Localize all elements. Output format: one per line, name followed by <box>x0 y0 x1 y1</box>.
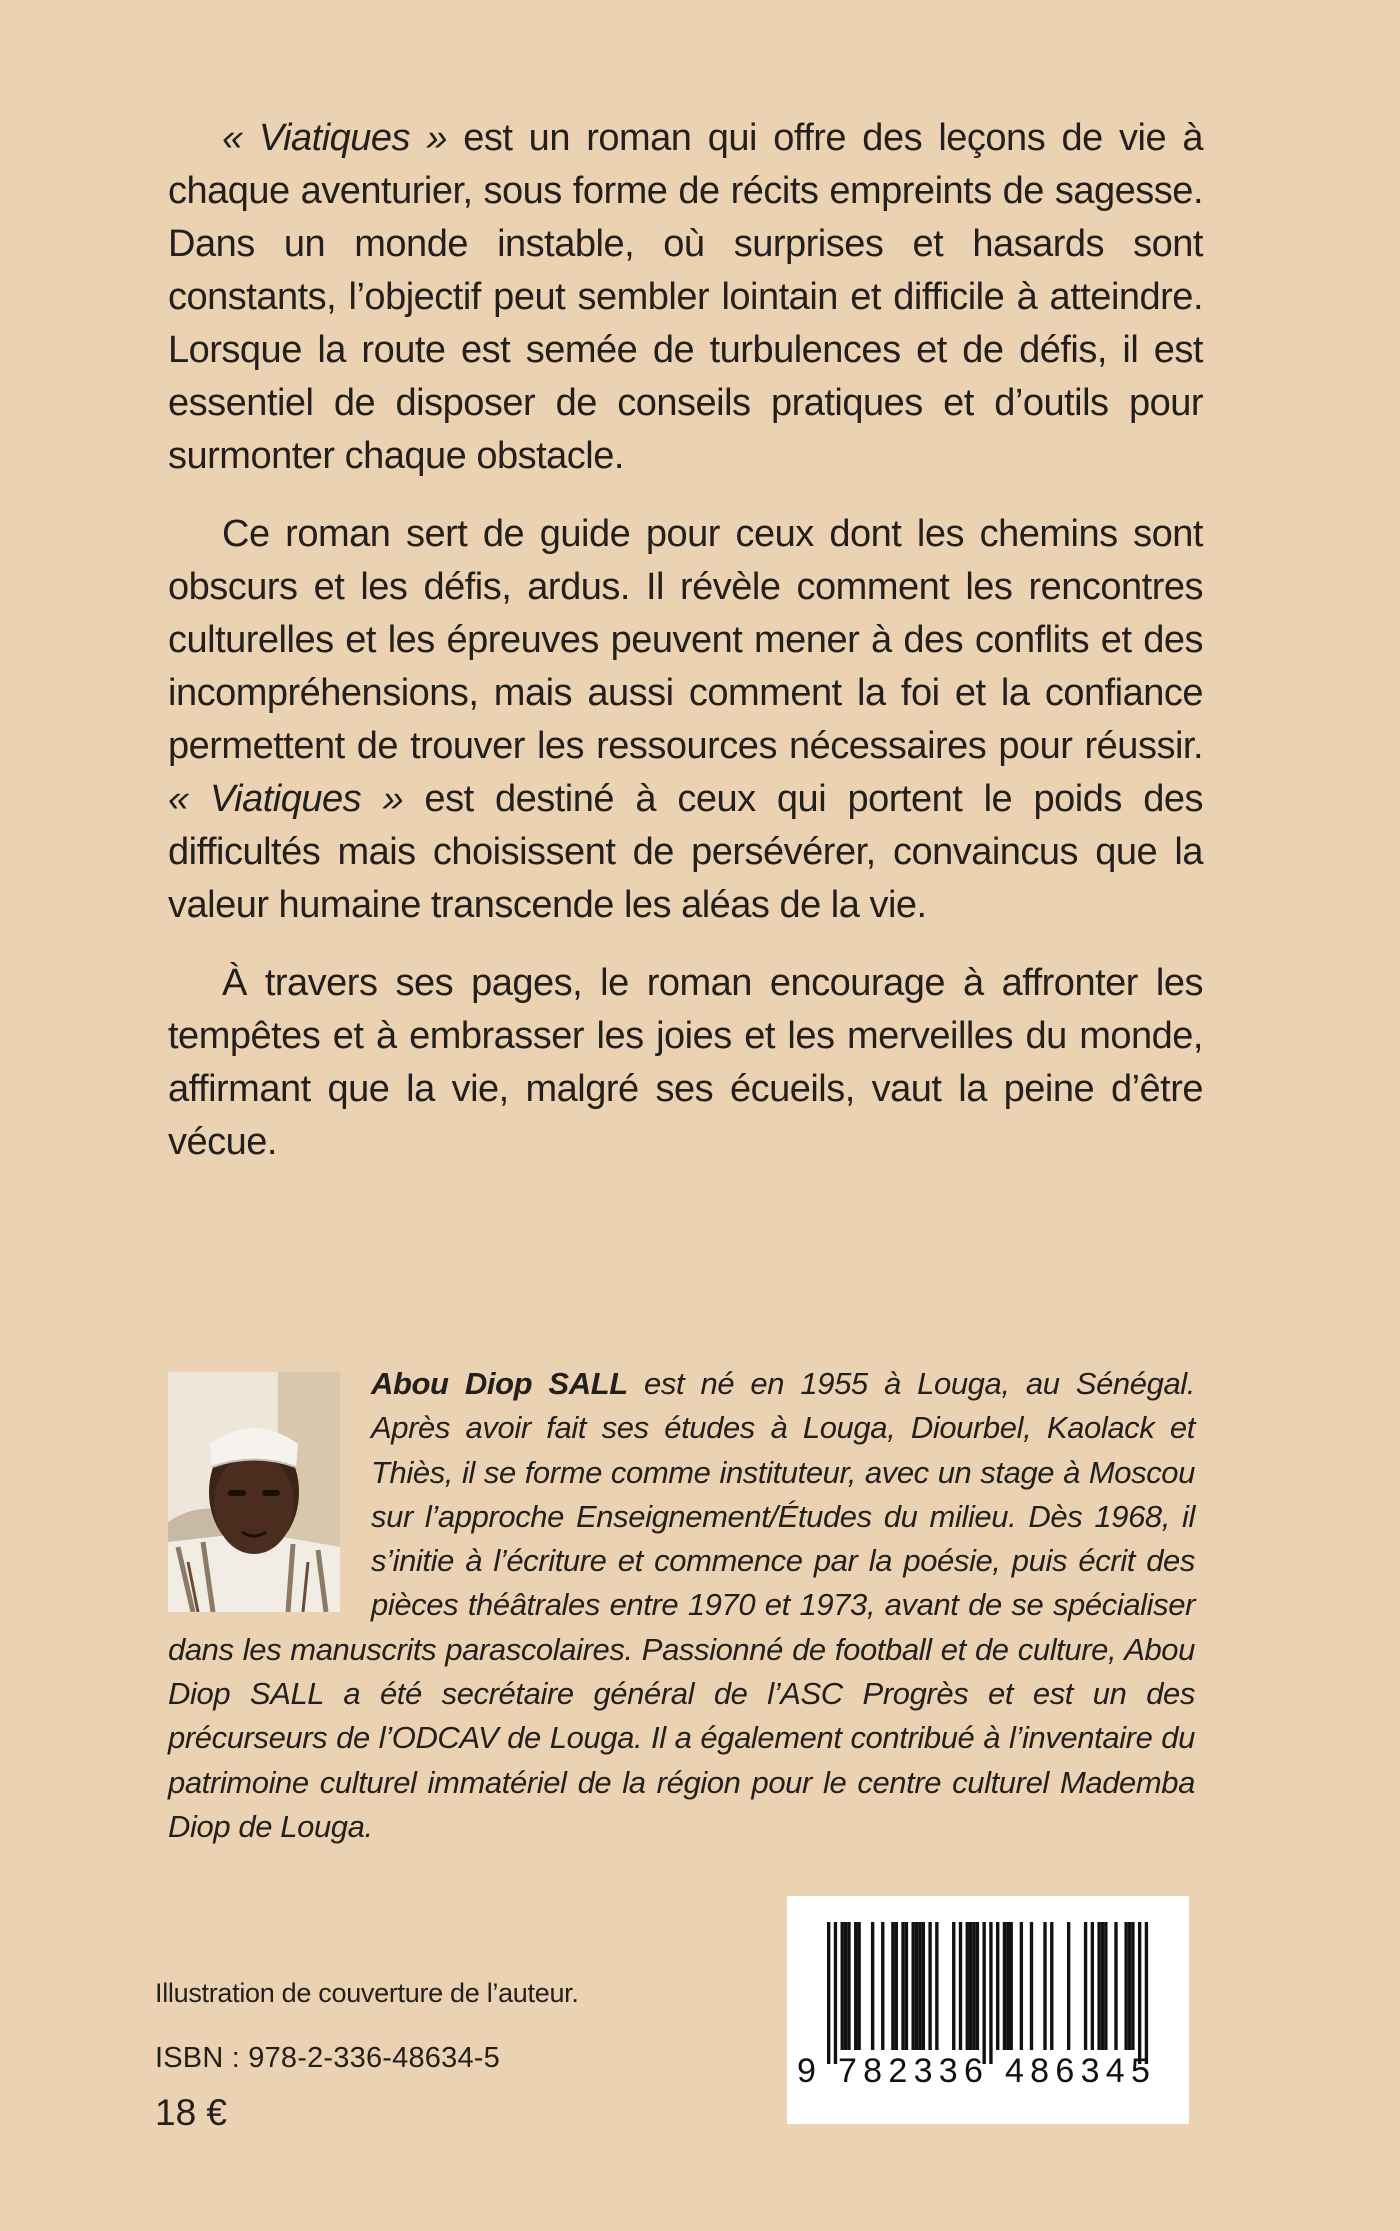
barcode-bar <box>1104 1922 1107 2050</box>
barcode-bar <box>1084 1922 1087 2050</box>
barcode <box>787 1896 1189 2124</box>
barcode-bar <box>1091 1922 1094 2050</box>
barcode-bar <box>982 1922 985 2064</box>
barcode-bar <box>1010 1922 1013 2050</box>
barcode-bar <box>847 1922 850 2050</box>
barcode-bar <box>1138 1922 1141 2064</box>
barcode-bar <box>922 1922 925 2050</box>
barcode-bar <box>1128 1922 1131 2050</box>
barcode-bar <box>966 1922 969 2050</box>
barcode-bar <box>1145 1922 1148 2064</box>
barcode-bar <box>1050 1922 1053 2050</box>
barcode-bar <box>1067 1922 1070 2050</box>
author-biography <box>168 1362 1195 1849</box>
barcode-bar <box>1006 1922 1009 2050</box>
barcode-bar <box>854 1922 857 2050</box>
barcode-bar <box>841 1922 844 2050</box>
barcode-bar <box>928 1922 931 2050</box>
barcode-bar <box>915 1922 918 2050</box>
barcode-bar <box>871 1922 874 2050</box>
author-name: Abou Diop SALL <box>371 1366 628 1401</box>
cover-illustration-credit: Illustration de couverture de l’auteur. <box>155 1978 579 2008</box>
isbn: ISBN : 978-2-336-48634-5 <box>155 2042 500 2074</box>
barcode-bar <box>1131 1922 1134 2050</box>
summary-text: est un roman qui offre des leçons de vie à chaque aventurier, sous forme de récits empreints de sagesse. Dans un monde instable, où surprises et hasards sont constants, l’objectif peut sembler lointain et difficile à atteindre. Lorsque la route est semée de turbulences et de défis, il est essentiel de disposer de conseils pratiques et d’outils pour surmonter chaque obstacle. <box>168 117 1203 477</box>
barcode-bar <box>1030 1922 1033 2050</box>
author-bio-text: est né en 1955 à Louga, au Sénégal. Après avoir fait ses études à Louga, Diourbel, Kaolack et Thiès, il se forme comme instituteur, avec un stage à Moscou sur l’approche Enseignement/Études du milieu. Dès 1968, il s’initie à l’écriture et commence par la poésie, puis écrit des pièces théâtrales entre 1970 et 1973, avant de se spécialiser dans les manuscrits parascolaires. Passionné de football et de culture, Abou Diop SALL a été secrétaire général de l’ASC Progrès et est un des précurseurs de l’ODCAV de Louga. Il a également contribué à l’inventaire du patrimoine culturel immatériel de la région pour le centre culturel Mademba Diop de Louga. <box>168 1366 1195 1844</box>
book-title-italic: « Viatiques » <box>168 778 404 820</box>
barcode-bar <box>996 1922 999 2050</box>
barcode-bar <box>972 1922 975 2050</box>
barcode-bar <box>844 1922 847 2050</box>
barcode-bar <box>959 1922 962 2050</box>
barcode-bar <box>1020 1922 1023 2050</box>
summary-text: À travers ses pages, le roman encourage à affronter les tempêtes et à embrasser les joies et les merveilles du monde, affirmant que la vie, malgré ses écueils, vaut la peine d’être vécue. <box>168 962 1203 1163</box>
summary-paragraph <box>168 957 1203 1169</box>
barcode-bar <box>1097 1922 1100 2050</box>
barcode-bar <box>891 1922 894 2050</box>
barcode-bar <box>1043 1922 1046 2050</box>
back-cover-summary <box>168 112 1203 1194</box>
barcode-bar <box>827 1922 830 2064</box>
barcode-bar <box>834 1922 837 2064</box>
barcode-bar <box>952 1922 955 2050</box>
barcode-bar <box>1101 1922 1104 2050</box>
barcode-bar <box>935 1922 938 2050</box>
summary-text: est destiné à ceux qui portent le poids des difficultés mais choisissent de persévérer, convaincus que la valeur humaine transcende les aléas de la vie. <box>168 778 1203 926</box>
barcode-bar <box>905 1922 908 2050</box>
barcode-bar <box>901 1922 904 2050</box>
barcode-bar <box>969 1922 972 2050</box>
barcode-bar <box>976 1922 979 2050</box>
barcode-bar <box>1003 1922 1006 2050</box>
barcode-bar <box>857 1922 860 2050</box>
barcode-bar <box>895 1922 898 2050</box>
summary-paragraph <box>168 112 1203 483</box>
book-title-italic: « Viatiques » <box>222 117 447 159</box>
barcode-bar <box>881 1922 884 2050</box>
barcode-bar <box>1114 1922 1117 2050</box>
barcode-bar <box>912 1922 915 2050</box>
barcode-bar <box>918 1922 921 2050</box>
photo-wrap-spacer <box>168 1362 371 1626</box>
summary-text: Ce roman sert de guide pour ceux dont les chemins sont obscurs et les défis, ardus. Il révèle comment les rencontres culturelles et les épreuves peuvent mener à des conflits et des incompréhensions, mais aussi comment la foi et la confiance permettent de trouver les ressources nécessaires pour réussir. <box>168 513 1203 767</box>
price: 18 € <box>155 2092 228 2133</box>
summary-paragraph <box>168 508 1203 932</box>
barcode-digits: 9 782336 486345 <box>797 2052 1157 2090</box>
barcode-bar <box>989 1922 992 2064</box>
barcode-bar <box>1124 1922 1127 2050</box>
